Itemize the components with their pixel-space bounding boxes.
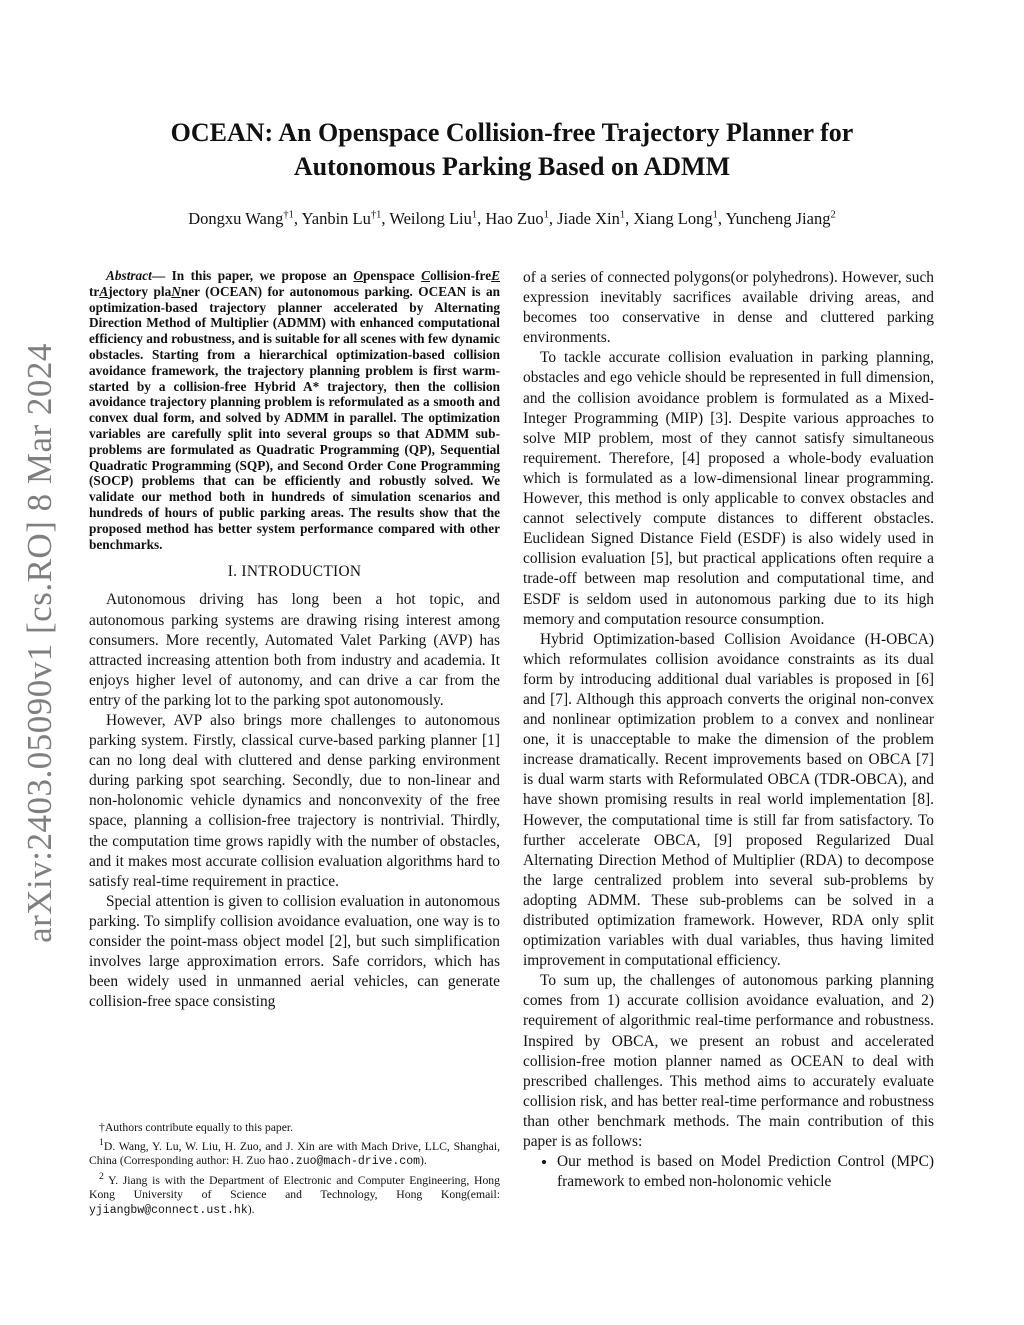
author-separator: , xyxy=(548,209,558,228)
abstract-text-tr: tr xyxy=(89,283,100,299)
contribution-item: • Our method is based on Model Prediction Control (MPC) framework to embed non-holonomic vehicle xyxy=(557,1152,934,1192)
footnote-mark: 1 xyxy=(99,1136,104,1148)
author-affiliation-mark: 1 xyxy=(543,209,549,221)
author-affiliation-mark: 2 xyxy=(830,209,836,221)
acronym-letter-a: A xyxy=(99,283,109,299)
title-line-1: OCEAN: An Openspace Collision-free Trajectory Planner for xyxy=(170,118,854,147)
body-paragraph: To sum up, the challenges of autonomous parking planning comes from 1) accurate collision avoidance evaluation, and 2) requirement of algorithmic real-time performance and robustness. Inspired by OBCA, we present an robust and accelerated collision-free motion planner named as OCEAN to deal with prescribed challenges. This method aims to accurately evaluate collision risk, and has better real-time performance and robustness than other benchmark methods. The main contribution of this paper is as follows: xyxy=(523,972,934,1151)
author-name: Weilong Liu xyxy=(389,209,472,228)
author-name: Yanbin Lu xyxy=(301,209,371,228)
abstract-dash: — xyxy=(151,268,172,283)
abstract-text-rest: ner (OCEAN) for autonomous parking. OCEAN is an optimization-based trajectory planner accelerated by Alternating Direction Method of Multiplier (ADMM) with enhanced computational efficiency and robustness, and is suitable for all scenes with few dynamic obstacles. Starting from a hierarchical optimization-based collision avoidance framework, the trajectory planning problem is first warm-started by a collision-free Hybrid A* trajectory, then the collision avoidance trajectory planning problem is reformulated as a smooth and convex dual form, and solved by ADMM in parallel. The optimization variables are carefully split into several groups so that ADMM sub-problems are formulated as Quadratic Programming (QP), Sequential Quadratic Programming (SQP), and Second Order Cone Programming (SOCP) problems that can be efficiently and robustly solved. We validate our method both in hundreds of simulation scenarios and hundreds of hours of public parking areas. The results show that the proposed method has better system performance compared with other benchmarks. xyxy=(89,283,500,552)
footnote-text: D. Wang, Y. Lu, W. Liu, H. Zuo, and J. Xin are with Mach Drive, LLC, Shanghai, China (Corresponding author: H. Zuo xyxy=(89,1139,500,1168)
author-name: Xiang Long xyxy=(633,209,713,228)
abstract-text-collision: ollision-fre xyxy=(430,268,492,283)
author-separator: , xyxy=(293,209,302,228)
footnote-text: Y. Jiang is with the Department of Electronic and Computer Engineering, Hong Kong University of Science and Technology, Hong Kong(email: xyxy=(89,1173,500,1202)
abstract-text-part1: In this paper, we propose an xyxy=(171,268,354,283)
body-paragraph: To tackle accurate collision evaluation in parking planning, obstacles and ego vehicle should be represented in full dimension, and the collision avoidance problem is formulated as a Mixed-Integer Programming (MIP) [3]. Despite various approaches to solve MIP problem, most of they cannot satisfy simultaneous requirement. Therefore, [4] proposed a whole-body evaluation which is formulated as a low-dimensional linear programming. However, this method is only applicable to convex obstacles and cannot selectively compute distances to different obstacles. Euclidean Signed Distance Field (ESDF) is also widely used in collision evaluation [5], but practical applications often require a trade-off between map resolution and computational time, and ESDF is seldom used in autonomous parking due to its high memory and computation resource consumption. xyxy=(523,349,934,628)
author-separator: , xyxy=(381,209,390,228)
author-affiliation-mark: †1 xyxy=(370,209,382,221)
body-paragraph: However, AVP also brings more challenges to autonomous parking system. Firstly, classical curve-based parking planner [1] can no long deal with cluttered and dense parking environment during parking spot searching. Secondly, due to non-linear and non-holonomic vehicle dynamics and nonconvexity of the free space, planning a collision-free trajectory is nontrivial. Thirdly, the computation time grows rapidly with the number of obstacles, and it makes most accurate collision evaluation algorithms hard to satisfy real-time requirement in practice. xyxy=(89,712,500,890)
author-name: Jiade Xin xyxy=(557,209,620,228)
abstract xyxy=(89,268,500,552)
body-paragraph: Autonomous driving has long been a hot topic, and autonomous parking systems are drawing rising interest among consumers. More recently, Automated Valet Parking (AVP) has attracted increasing attention both from industry and academia. It enjoys higher level of autonomy, and can drive a car from the entry of the parking lot to the parking spot autonomously. xyxy=(89,591,500,709)
author-affiliation-mark: 1 xyxy=(471,209,478,221)
author-name: Dongxu Wang xyxy=(188,209,284,228)
body-paragraph: Hybrid Optimization-based Collision Avoidance (H-OBCA) which reformulates collision avoidance constraints as its dual form by introducing additional dual variables is proposed in [6] and [7]. Although this approach converts the original non-convex and nonlinear optimization problem to a convex and nonlinear one, it is unacceptable to make the dimension of the problem increase dramatically. Recent improvements based on OBCA [7] is dual warm starts with Reformulated OBCA (TDR-OBCA), and have shown promising results in real world implementation [8]. However, the computational time is still far from satisfactory. To further accelerate OBCA, [9] proposed Regularized Dual Alternating Direction Method of Multiplier (RDA) to decompose the large centralized problem into several sub-problems by adopting ADMM. These sub-problems can be solved in a distributed optimization framework. However, RDA only split optimization variables with dual variables, thus having limited improvement in computational efficiency. xyxy=(523,630,934,970)
body-paragraph: of a series of connected polygons(or polyhedrons). However, such expression inevitably sacrifices available driving areas, and becomes too conservative in dense and cluttered parking environments. xyxy=(523,269,934,347)
contribution-list xyxy=(523,1152,934,1192)
footnote-end: ). xyxy=(420,1154,427,1168)
acronym-letter-c: C xyxy=(421,268,431,283)
author-affiliation-mark: 1 xyxy=(619,209,626,221)
acronym-letter-o: O xyxy=(353,268,363,283)
acronym-letter-e: E xyxy=(491,268,500,283)
author-separator: , xyxy=(477,209,486,228)
author-list xyxy=(80,209,944,229)
footnote-affiliation-1 xyxy=(89,1136,500,1170)
author-affiliation-mark: 1 xyxy=(712,209,718,221)
arxiv-identifier-text: arXiv:2403.05090v1 [cs.RO] 8 Mar 2024 xyxy=(20,342,59,943)
right-column xyxy=(523,268,934,1192)
author-name: Hao Zuo xyxy=(485,209,544,228)
acronym-letter-n: N xyxy=(171,283,181,299)
abstract-text-jectory: jectory pla xyxy=(108,283,172,299)
author-name: Yuncheng Jiang xyxy=(725,209,831,228)
left-column xyxy=(89,268,500,1012)
author-separator: , xyxy=(625,209,634,228)
arxiv-identifier-stamp xyxy=(20,342,60,943)
footnote-equal-contribution: †Authors contribute equally to this paper. xyxy=(99,1121,294,1134)
body-paragraph: Special attention is given to collision evaluation in autonomous parking. To simplify collision avoidance evaluation, one way is to consider the point-mass object model [2], but such simplification involves large approximation errors. Safe corridors, which has been widely used in unmanned aerial vehicles, can generate collision-free space consisting xyxy=(89,892,500,1011)
email-link[interactable]: hao.zuo@mach-drive.com xyxy=(268,1155,421,1169)
footnote-affiliation-2 xyxy=(89,1170,500,1219)
email-link[interactable]: yjiangbw@connect.ust.hk xyxy=(89,1203,248,1217)
footnote-end: ). xyxy=(247,1202,255,1216)
footnote-mark: 2 xyxy=(99,1170,104,1182)
author-separator: , xyxy=(717,209,726,228)
abstract-label: Abstract xyxy=(106,268,152,283)
section-heading-introduction: I. INTRODUCTION xyxy=(227,563,362,581)
title-line-2: Autonomous Parking Based on ADMM xyxy=(293,152,731,181)
abstract-text-openspace: penspace xyxy=(362,268,422,283)
footnotes xyxy=(89,1121,500,1218)
author-affiliation-mark: †1 xyxy=(283,209,294,221)
paper-title xyxy=(100,116,924,184)
